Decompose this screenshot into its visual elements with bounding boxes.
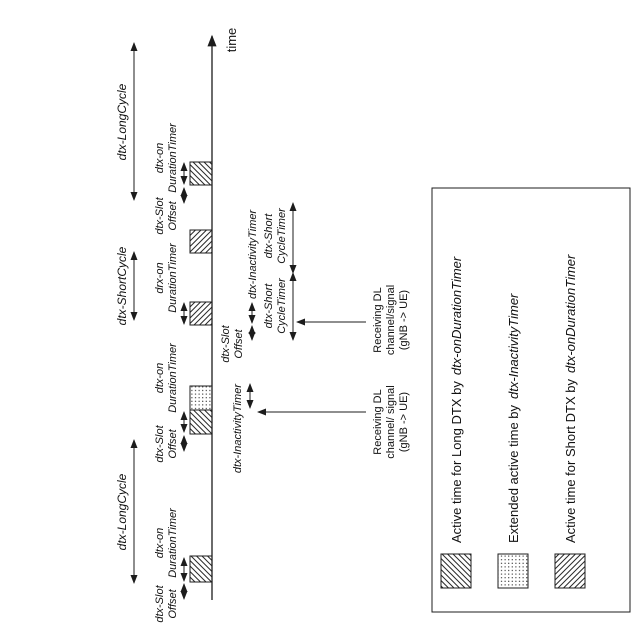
slot-offset-label-2a: dtx-Slot bbox=[154, 425, 166, 463]
slot-offset-label-1b: Offset bbox=[167, 589, 179, 619]
on-duration-box-short-2 bbox=[190, 230, 212, 253]
legend-text-short: Active time for Short DTX by bbox=[563, 379, 578, 543]
legend-entry-extended bbox=[506, 293, 521, 543]
legend-entry-long-dtx bbox=[449, 256, 464, 543]
on-duration-label-3b: DurationTimer bbox=[167, 123, 179, 193]
on-duration-label-short2-b: DurationTimer bbox=[167, 243, 179, 313]
receiving-dl-short-line3: (gNB -> UE) bbox=[398, 289, 410, 351]
slot-offset-label-short-a: dtx-Slot bbox=[220, 325, 232, 363]
rotated-canvas bbox=[115, 28, 630, 623]
on-duration-box-long-3 bbox=[190, 162, 212, 185]
on-duration-label-2b: DurationTimer bbox=[167, 343, 179, 413]
legend-swatch-short-dtx bbox=[555, 554, 585, 588]
legend-param-extended: dtx-InactivityTimer bbox=[506, 293, 521, 399]
long-cycle-label-1: dtx-LongCycle bbox=[115, 473, 129, 551]
inactivity-extension-box bbox=[190, 386, 212, 410]
on-duration-label-3a: dtx-on bbox=[154, 142, 166, 174]
legend-swatch-long-dtx bbox=[441, 554, 471, 588]
inactivity-timer-label-2: dtx-InactivityTimer bbox=[247, 209, 259, 299]
short-cycle-label: dtx-ShortCycle bbox=[115, 246, 129, 326]
on-duration-box-long-1 bbox=[190, 556, 212, 582]
receiving-dl-long-line3: (gNB -> UE) bbox=[398, 391, 410, 453]
slot-offset-label-1a: dtx-Slot bbox=[154, 585, 166, 623]
on-duration-label-1a: dtx-on bbox=[154, 527, 166, 559]
time-axis-label: time bbox=[224, 27, 239, 53]
long-cycle-label-2: dtx-LongCycle bbox=[115, 83, 129, 161]
slot-offset-label-3a: dtx-Slot bbox=[154, 197, 166, 235]
short-cycle-timer-label-2a: dtx-Short bbox=[263, 213, 275, 259]
slot-offset-label-2b: Offset bbox=[167, 429, 179, 459]
inactivity-timer-label-1: dtx-InactivityTimer bbox=[232, 384, 244, 474]
receiving-dl-long-line2: channel/ signal bbox=[385, 385, 397, 459]
legend-text-extended: Extended active time by bbox=[506, 404, 521, 543]
legend-param-long: dtx-onDurationTimer bbox=[449, 256, 464, 376]
receiving-dl-long-line1: Receiving DL bbox=[372, 389, 384, 455]
on-duration-label-1b: DurationTimer bbox=[167, 508, 179, 578]
short-cycle-timer-label-2b: CycleTimer bbox=[276, 208, 288, 264]
receiving-dl-short-line2: channel/signal bbox=[385, 284, 397, 356]
on-duration-box-long-2 bbox=[190, 410, 212, 434]
legend-swatch-extended bbox=[498, 554, 528, 588]
on-duration-box-short-1 bbox=[190, 302, 212, 325]
on-duration-label-2a: dtx-on bbox=[154, 362, 166, 394]
slot-offset-label-short-b: Offset bbox=[233, 329, 245, 359]
legend-param-short: dtx-onDurationTimer bbox=[563, 254, 578, 373]
legend-text-long: Active time for Long DTX by bbox=[449, 381, 464, 543]
slot-offset-label-3b: Offset bbox=[167, 201, 179, 231]
on-duration-label-short2-a: drx-on bbox=[154, 262, 166, 294]
legend-entry-short-dtx bbox=[563, 254, 578, 543]
receiving-dl-short-line1: Receiving DL bbox=[372, 287, 384, 353]
short-cycle-timer-label-1b: CycleTimer bbox=[276, 278, 288, 334]
short-cycle-timer-label-1a: dtx-Short bbox=[263, 283, 275, 329]
